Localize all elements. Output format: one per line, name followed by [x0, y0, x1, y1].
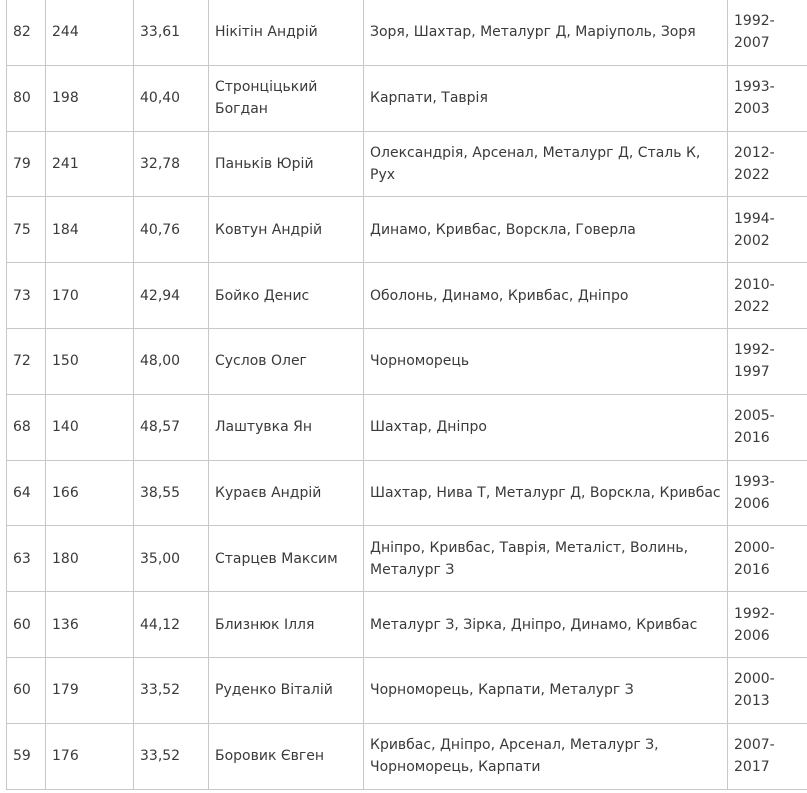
years-cell: 1992-2007: [728, 0, 807, 65]
table-row: [7, 657, 807, 723]
games-cell: 140: [46, 394, 134, 460]
years-cell: 1993-2006: [728, 460, 807, 526]
years-cell: 2007-2017: [728, 723, 807, 789]
clubs-cell: Чорноморець: [364, 328, 728, 394]
table-row: [7, 592, 807, 658]
table-row: [7, 526, 807, 592]
player-name-cell: Старцев Максим: [209, 526, 364, 592]
years-cell: 1992-2006: [728, 592, 807, 658]
years-cell: 2005-2016: [728, 394, 807, 460]
games-cell: 166: [46, 460, 134, 526]
player-name-cell: Бойко Денис: [209, 263, 364, 329]
years-cell: 1994-2002: [728, 197, 807, 263]
games-cell: 150: [46, 328, 134, 394]
ratio-cell: 40,76: [134, 197, 209, 263]
games-cell: 180: [46, 526, 134, 592]
games-cell: 136: [46, 592, 134, 658]
years-cell: 1992-1997: [728, 328, 807, 394]
years-cell: 2000-2013: [728, 657, 807, 723]
games-cell: 176: [46, 723, 134, 789]
player-name-cell: Суслов Олег: [209, 328, 364, 394]
goals-cell: 64: [7, 460, 46, 526]
years-cell: 2000-2016: [728, 526, 807, 592]
table-row: [7, 65, 807, 131]
ratio-cell: 44,12: [134, 592, 209, 658]
clubs-cell: Чорноморець, Карпати, Металург З: [364, 657, 728, 723]
goals-cell: 73: [7, 263, 46, 329]
player-name-cell: Лаштувка Ян: [209, 394, 364, 460]
player-name-cell: Нікітін Андрій: [209, 0, 364, 65]
clubs-cell: Карпати, Таврія: [364, 65, 728, 131]
table-row: [7, 131, 807, 197]
goals-cell: 68: [7, 394, 46, 460]
table-row: [7, 723, 807, 789]
ratio-cell: 38,55: [134, 460, 209, 526]
table-row: [7, 460, 807, 526]
goals-cell: 72: [7, 328, 46, 394]
player-name-cell: Паньків Юрій: [209, 131, 364, 197]
ratio-cell: 48,00: [134, 328, 209, 394]
games-cell: 170: [46, 263, 134, 329]
years-cell: 2010-2022: [728, 263, 807, 329]
ratio-cell: 42,94: [134, 263, 209, 329]
ratio-cell: 48,57: [134, 394, 209, 460]
games-cell: 198: [46, 65, 134, 131]
clubs-cell: Кривбас, Дніпро, Арсенал, Металург З, Чорноморець, Карпати: [364, 723, 728, 789]
goals-cell: 75: [7, 197, 46, 263]
player-name-cell: Руденко Віталій: [209, 657, 364, 723]
player-name-cell: Ковтун Андрій: [209, 197, 364, 263]
ratio-cell: 33,52: [134, 723, 209, 789]
ratio-cell: 32,78: [134, 131, 209, 197]
player-name-cell: Боровик Євген: [209, 723, 364, 789]
clubs-cell: Динамо, Кривбас, Ворскла, Говерла: [364, 197, 728, 263]
games-cell: 241: [46, 131, 134, 197]
goals-cell: 80: [7, 65, 46, 131]
table-row: [7, 0, 807, 65]
player-name-cell: Близнюк Ілля: [209, 592, 364, 658]
goals-cell: 79: [7, 131, 46, 197]
player-name-cell: Стронціцький Богдан: [209, 65, 364, 131]
goalkeeper-stats-table: [6, 0, 807, 790]
goals-cell: 60: [7, 592, 46, 658]
goals-cell: 59: [7, 723, 46, 789]
years-cell: 1993-2003: [728, 65, 807, 131]
clubs-cell: Оболонь, Динамо, Кривбас, Дніпро: [364, 263, 728, 329]
table-row: [7, 263, 807, 329]
ratio-cell: 35,00: [134, 526, 209, 592]
clubs-cell: Олександрія, Арсенал, Металург Д, Сталь К, Рух: [364, 131, 728, 197]
ratio-cell: 33,61: [134, 0, 209, 65]
goals-cell: 60: [7, 657, 46, 723]
table-row: [7, 197, 807, 263]
goals-cell: 82: [7, 0, 46, 65]
table-row: [7, 394, 807, 460]
player-name-cell: Кураєв Андрій: [209, 460, 364, 526]
goals-cell: 63: [7, 526, 46, 592]
clubs-cell: Шахтар, Дніпро: [364, 394, 728, 460]
clubs-cell: Зоря, Шахтар, Металург Д, Маріуполь, Зоря: [364, 0, 728, 65]
games-cell: 184: [46, 197, 134, 263]
ratio-cell: 33,52: [134, 657, 209, 723]
years-cell: 2012-2022: [728, 131, 807, 197]
ratio-cell: 40,40: [134, 65, 209, 131]
clubs-cell: Дніпро, Кривбас, Таврія, Металіст, Волинь, Металург З: [364, 526, 728, 592]
clubs-cell: Шахтар, Нива Т, Металург Д, Ворскла, Кривбас: [364, 460, 728, 526]
clubs-cell: Металург З, Зірка, Дніпро, Динамо, Кривбас: [364, 592, 728, 658]
games-cell: 179: [46, 657, 134, 723]
games-cell: 244: [46, 0, 134, 65]
table-row: [7, 328, 807, 394]
